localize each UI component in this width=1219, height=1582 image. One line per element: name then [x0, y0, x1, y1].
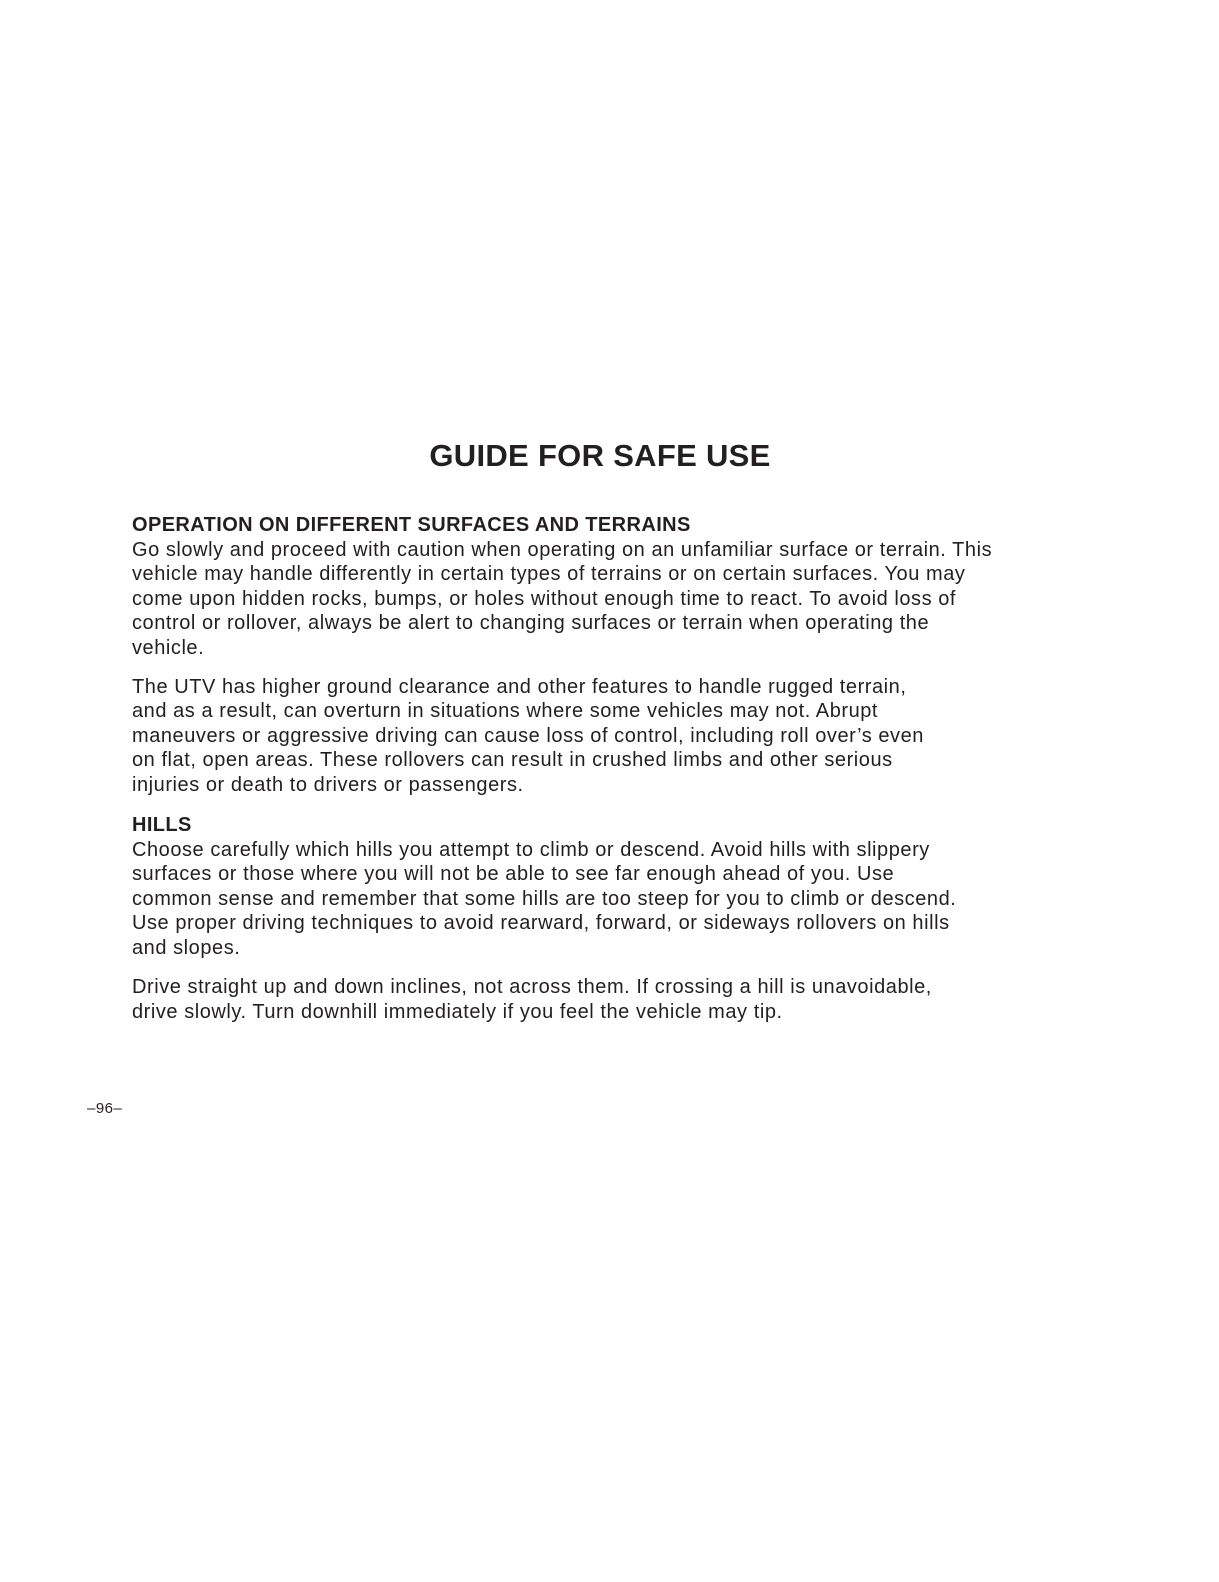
page-number: –96– — [87, 1100, 123, 1117]
paragraph-hills-inclines: Drive straight up and down inclines, not across them. If crossing a hill is unavoidable, drive slowly. Turn downhill immediately if you feel the vehicle may tip. — [132, 976, 932, 1023]
paragraph-hills-choose: Choose carefully which hills you attempt to climb or descend. Avoid hills with slippery surfaces or those where you will not be able to see far enough ahead of you. Use common sense and remember that some hills are too steep for you to climb or descend. Use proper driving techniques to avoid rearward, forward, or sideways rollovers on hills and slopes. — [132, 839, 957, 959]
paragraph-utv-clearance: The UTV has higher ground clearance and other features to handle rugged terrain, and as a result, can overturn in situations where some vehicles may not. Abrupt maneuvers or aggressive driving can cause loss of control, including roll over’s even on flat, open areas. These rollovers can result in crushed limbs and other serious injuries or death to drivers or passengers. — [132, 676, 924, 796]
section-heading-hills: HILLS — [132, 814, 192, 837]
document-body — [132, 512, 1107, 1024]
paragraph-surfaces-caution: Go slowly and proceed with caution when operating on an unfamiliar surface or terrain. This vehicle may handle differently in certain types of terrains or on certain surfaces. You may come upon hidden rocks, bumps, or holes without enough time to react. To avoid loss of control or rollover, always be alert to changing surfaces or terrain when operating the vehicle. — [132, 539, 993, 659]
section-heading-surfaces-terrains: OPERATION ON DIFFERENT SURFACES AND TERRAINS — [132, 514, 691, 536]
page-title: GUIDE FOR SAFE USE — [429, 438, 771, 473]
